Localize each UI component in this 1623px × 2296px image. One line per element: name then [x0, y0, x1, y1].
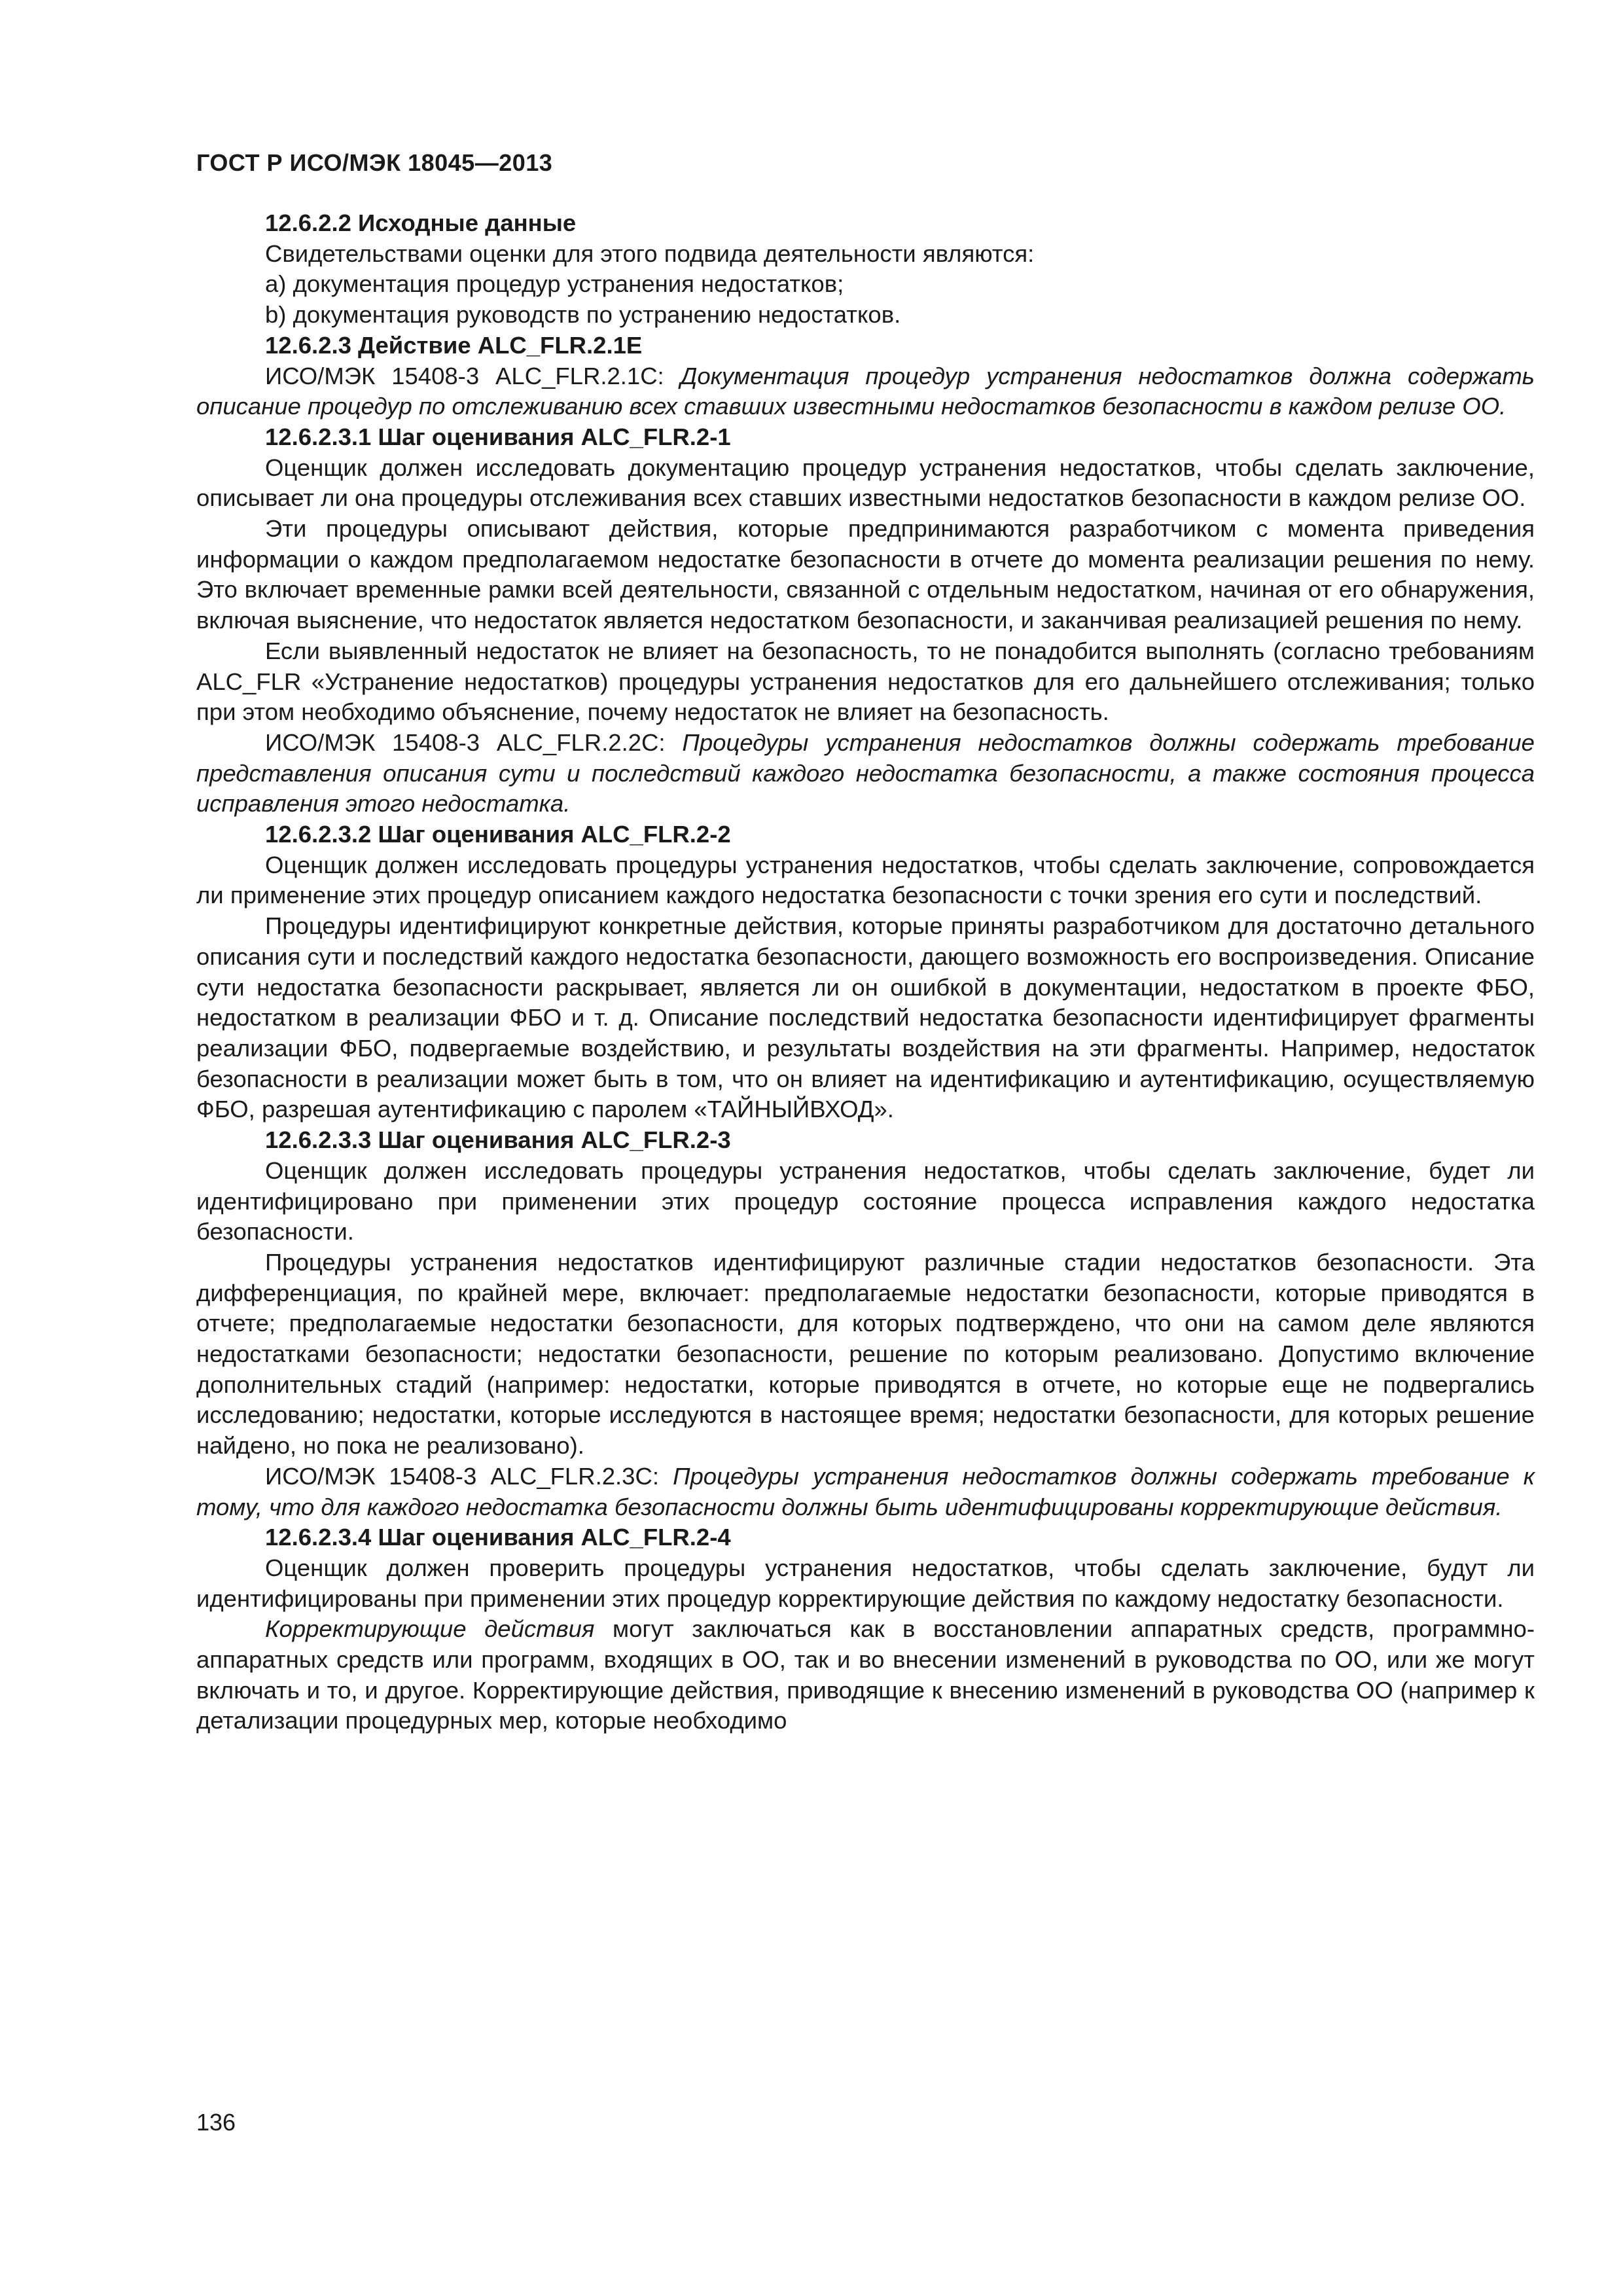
section-heading: 12.6.2.3 Действие ALC_FLR.2.1E — [265, 331, 643, 359]
list-item: b) документация руководств по устранению недостатков. — [265, 301, 901, 329]
paragraph: Оценщик должен проверить процедуры устранения недостатков, чтобы сделать заключение, будут ли идентифицированы при применении этих процедур корректирующие действия по каждому недостатку безопасности. — [196, 1554, 1535, 1612]
standard-reference-id: ИСО/МЭК 15408-3 ALC_FLR.2.3C: — [265, 1462, 673, 1490]
document-body — [196, 208, 1535, 1736]
section-heading: 12.6.2.2 Исходные данные — [265, 209, 577, 236]
paragraph: Оценщик должен исследовать процедуры устранения недостатков, чтобы сделать заключение, сопровождается ли применение этих процедур описанием каждого недостатка безопасности с точки зрения его сути и последствий. — [196, 851, 1535, 909]
standard-reference-paragraph — [196, 361, 1535, 422]
paragraph: Оценщик должен исследовать процедуры устранения недостатков, чтобы сделать заключение, будет ли идентифицировано при применении этих процедур состояние процесса исправления каждого недостатка безопасности. — [196, 1157, 1535, 1246]
standard-reference-text: Процедуры устранения недостатков должны содержать требование представления описания сути и последствий каждого недостатка безопасности, а также состояния процесса исправления этого недостатка. — [196, 728, 1535, 817]
section-heading: 12.6.2.3.4 Шаг оценивания ALC_FLR.2-4 — [265, 1524, 731, 1551]
section-heading: 12.6.2.3.3 Шаг оценивания ALC_FLR.2-3 — [265, 1126, 731, 1154]
standard-reference-text: Документация процедур устранения недостатков должна содержать описание процедур по отслеживанию всех ставших известными недостатков безопасности в каждом релизе ОО. — [196, 362, 1535, 420]
standard-reference-text: Процедуры устранения недостатков должны содержать требование к тому, что для каждого недостатка безопасности должны быть идентифицированы корректирующие действия. — [196, 1462, 1535, 1520]
section-heading: 12.6.2.3.2 Шаг оценивания ALC_FLR.2-2 — [265, 821, 731, 848]
paragraph: Оценщик должен исследовать документацию процедур устранения недостатков, чтобы сделать заключение, описывает ли она процедуры отслеживания всех ставших известными недостатков безопасности в каждом релизе ОО. — [196, 454, 1535, 512]
paragraph: Эти процедуры описывают действия, которые предпринимаются разработчиком с момента приведения информации о каждом предполагаемом недостатке безопасности в отчете до момента реализации решения по нему. Это включает временные рамки всей деятельности, связанной с отдельным недостатком, начиная от его обнаружения, включая выяснение, что недостаток является недостатком безопасности, и заканчивая реализацией решения по нему. — [196, 515, 1535, 634]
standard-reference-paragraph — [196, 1462, 1535, 1522]
paragraph: Процедуры идентифицируют конкретные действия, которые приняты разработчиком для достаточно детального описания сути и последствий каждого недостатка безопасности, дающего возможность его воспроизведения. Описание сути недостатка безопасности раскрывает, является ли он ошибкой в документации, недостатком в проекте ФБО, недостатком в реализации ФБО и т. д. Описание последствий недостатка безопасности идентифицирует фрагменты реализации ФБО, подвергаемые воздействию, и результаты воздействия на эти фрагменты. Например, недостаток безопасности в реализации может быть в том, что он влияет на идентификацию и аутентификацию, осуществляемую ФБО, разрешая аутентификацию с паролем «ТАЙНЫЙВХОД». — [196, 912, 1535, 1123]
paragraph: Свидетельствами оценки для этого подвида деятельности являются: — [265, 240, 1035, 267]
standard-reference-paragraph — [196, 728, 1535, 819]
defined-term: Корректирующие действия — [265, 1615, 595, 1643]
standard-reference-id: ИСО/МЭК 15408-3 ALC_FLR.2.1C: — [265, 362, 681, 389]
paragraph-text: могут заключаться как в восстановлении аппаратных средств, программно-аппаратных средств или программ, входящих в ОО, так и во внесении изменений в руководства по ОО, или же могут включать и то, и другое. Корректирующие действия, приводящие к внесению изменений в руководства ОО (например к детализации процедурных мер, которые необходимо — [196, 1615, 1535, 1734]
paragraph — [196, 1614, 1535, 1736]
section-heading: 12.6.2.3.1 Шаг оценивания ALC_FLR.2-1 — [265, 423, 731, 450]
document-header: ГОСТ Р ИСО/МЭК 18045—2013 — [196, 149, 553, 176]
paragraph: Если выявленный недостаток не влияет на безопасность, то не понадобится выполнять (согласно требованиям ALC_FLR «Устранение недостатков) процедуры устранения недостатков для его дальнейшего отслеживания; только при этом необходимо объяснение, почему недостаток не влияет на безопасность. — [196, 637, 1535, 726]
page-number: 136 — [196, 2109, 236, 2136]
list-item: a) документация процедур устранения недостатков; — [265, 270, 844, 298]
paragraph: Процедуры устранения недостатков идентифицируют различные стадии недостатков безопасности. Эта дифференциация, по крайней мере, включает: предполагаемые недостатки безопасности, которые приводятся в отчете; предполагаемые недостатки безопасности, для которых подтверждено, что они на самом деле являются недостатками безопасности; недостатки безопасности, решение по которым реализовано. Допустимо включение дополнительных стадий (например: недостатки, которые приводятся в отчете, но которые еще не подвергались исследованию; недостатки, которые исследуются в настоящее время; недостатки безопасности, для которых решение найдено, но пока не реализовано). — [196, 1248, 1535, 1460]
standard-reference-id: ИСО/МЭК 15408-3 ALC_FLR.2.2C: — [265, 728, 683, 756]
